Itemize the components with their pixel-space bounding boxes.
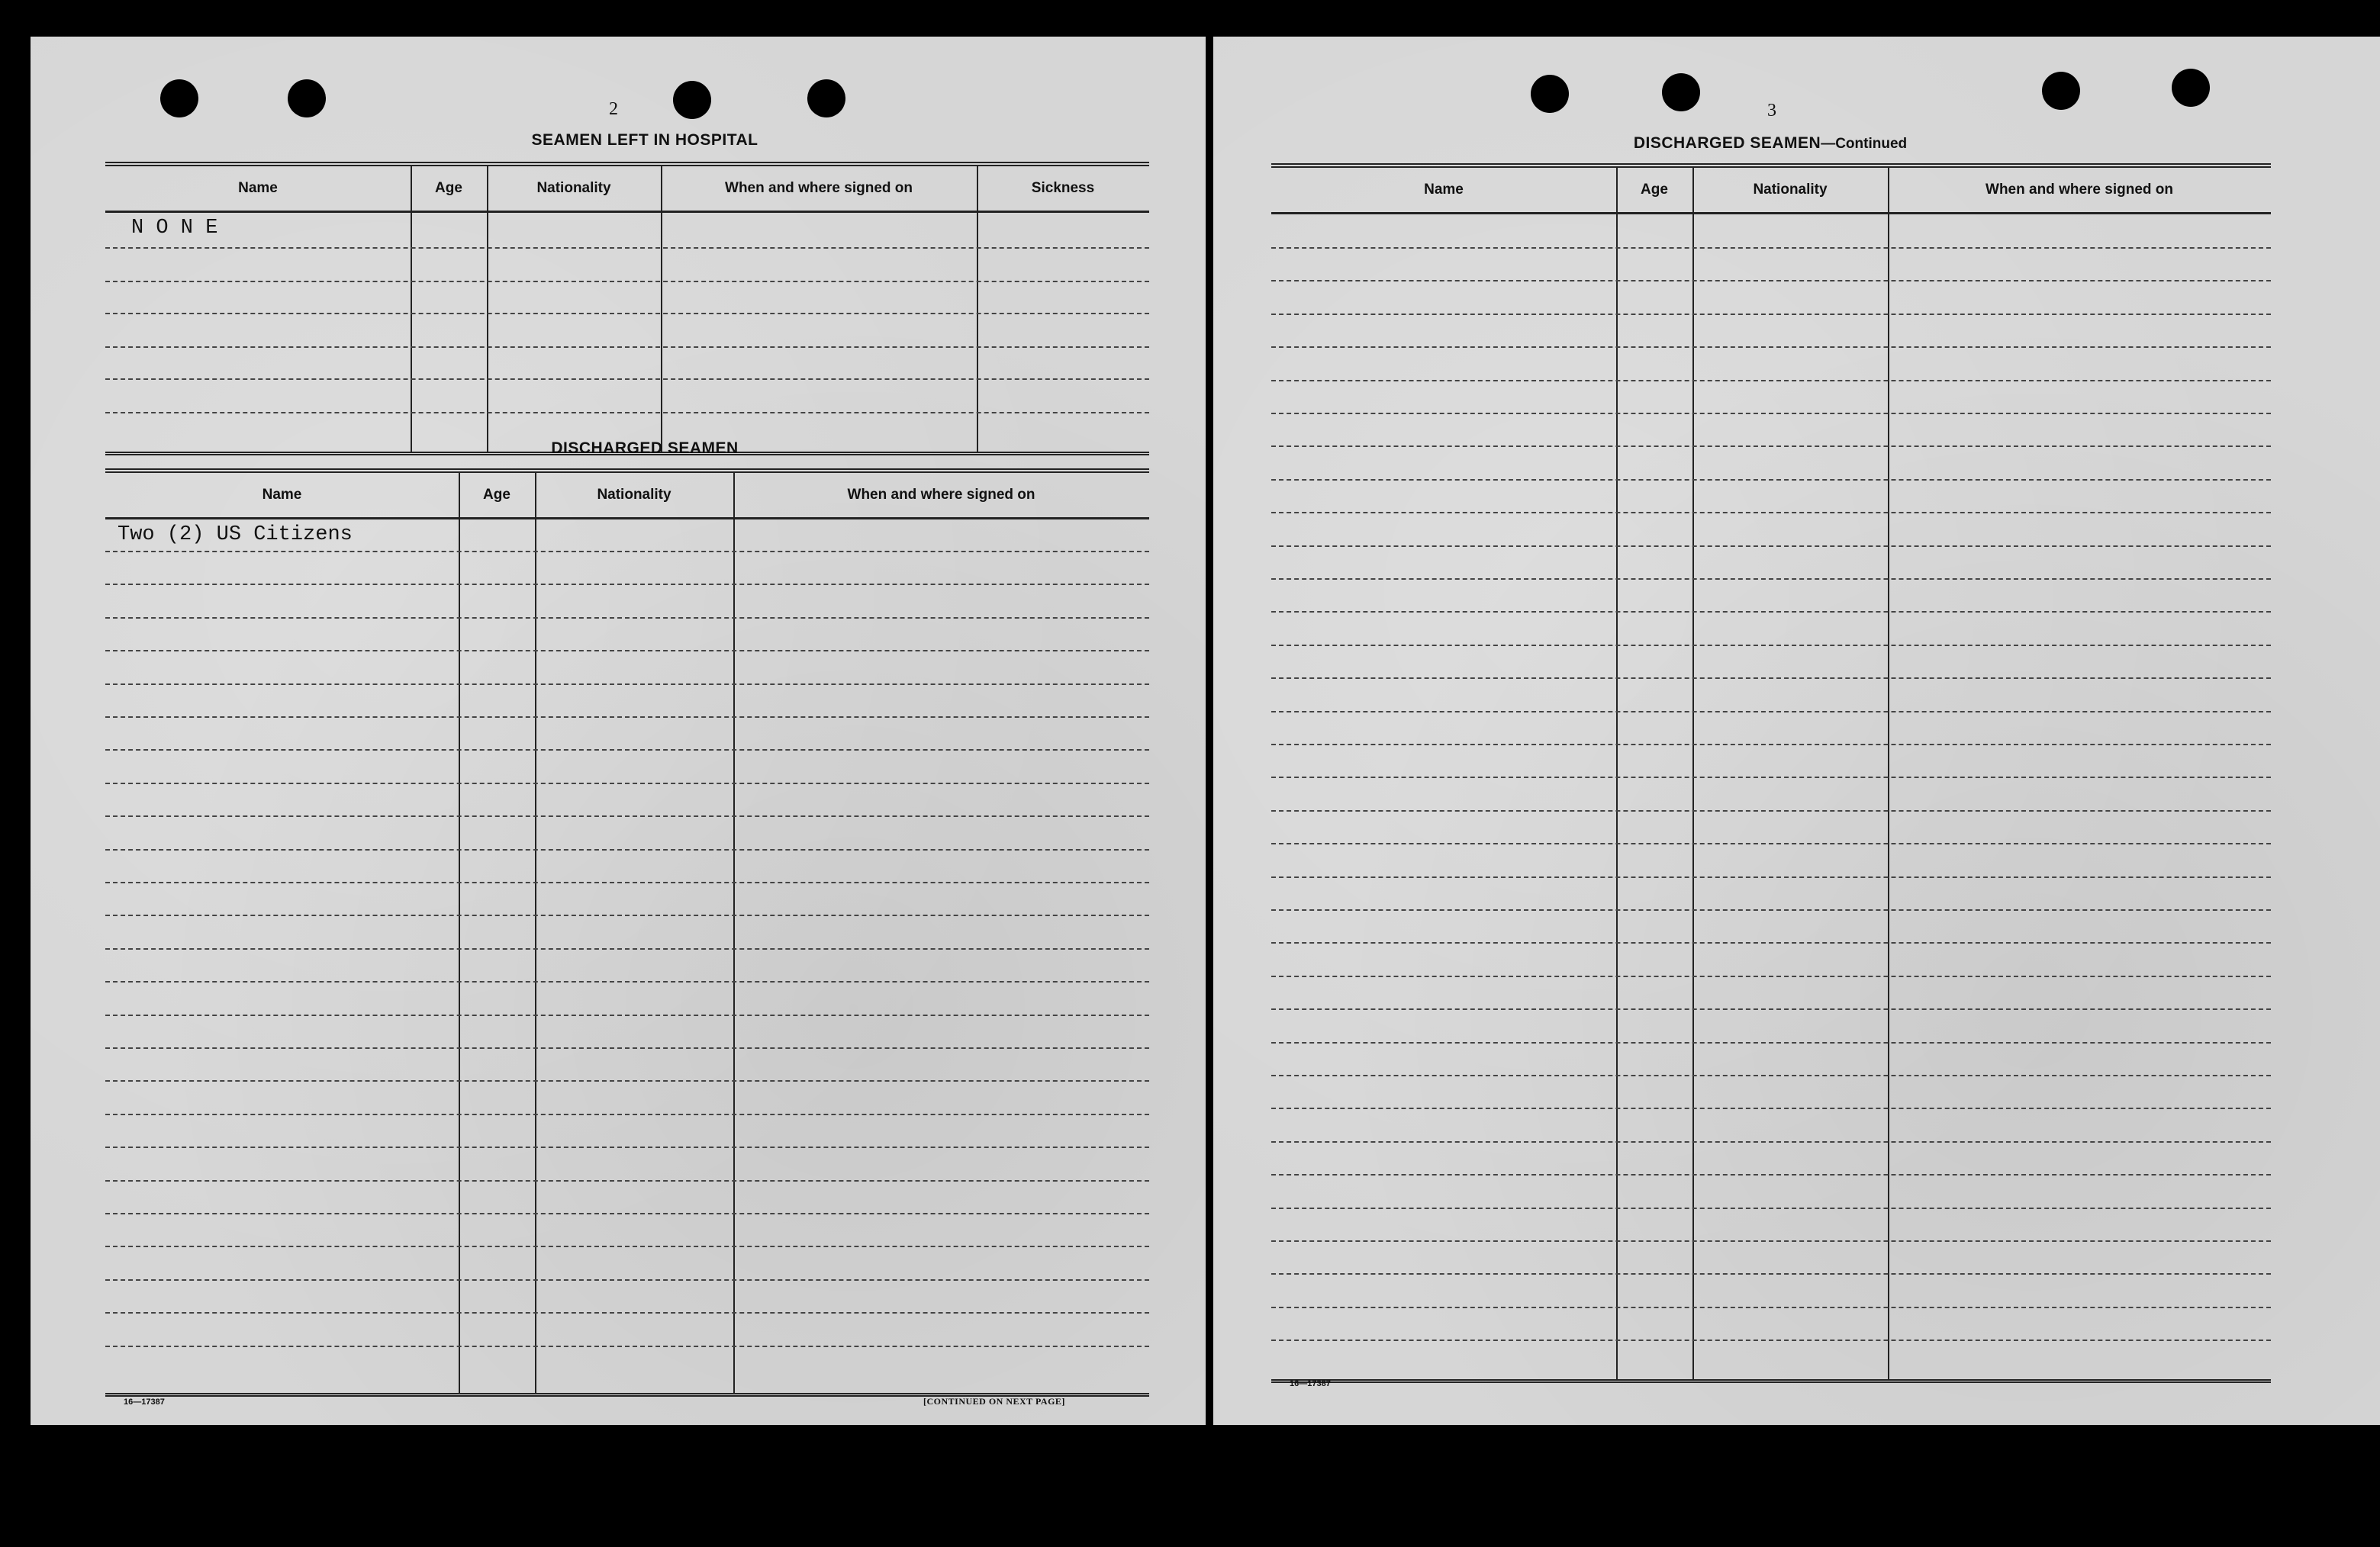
- row-rule: [1271, 280, 2271, 281]
- column-header-age: Age: [1641, 182, 1668, 198]
- punch-hole: [2172, 69, 2210, 107]
- row-rule: [1271, 1108, 2271, 1109]
- row-rule: [1271, 346, 2271, 348]
- right-page: [1213, 37, 2380, 1425]
- column-divider: [977, 166, 978, 452]
- row-rule: [105, 281, 1149, 282]
- row-rule: [1271, 1240, 2271, 1242]
- column-divider: [411, 166, 412, 452]
- row-rule: [105, 683, 1149, 685]
- row-rule: [1271, 711, 2271, 712]
- hospital-table: [105, 162, 1149, 455]
- punch-hole: [807, 79, 845, 117]
- row-rule: [1271, 909, 2271, 911]
- row-rule: [1271, 380, 2271, 381]
- column-header-sickness: Sickness: [1031, 180, 1095, 196]
- row-rule: [105, 1147, 1149, 1148]
- column-divider: [1888, 168, 1889, 1379]
- row-rule: [105, 1114, 1149, 1115]
- row-rule: [105, 584, 1149, 585]
- discharged-section-title: DISCHARGED SEAMEN: [551, 439, 739, 457]
- row-rule: [105, 1180, 1149, 1182]
- row-rule: [105, 1312, 1149, 1314]
- row-rule: [105, 749, 1149, 751]
- row-rule: [1271, 810, 2271, 812]
- row-rule: [1271, 1208, 2271, 1209]
- row-rule: [1271, 512, 2271, 513]
- table-header: [105, 166, 1149, 213]
- row-rule: [105, 882, 1149, 883]
- column-divider: [733, 473, 735, 1393]
- page-number: 2: [609, 99, 618, 119]
- row-rule: [1271, 445, 2271, 447]
- punch-hole: [1662, 73, 1700, 111]
- column-header-signed-on: When and where signed on: [1985, 182, 2173, 198]
- row-rule: [1271, 479, 2271, 481]
- row-rule: [1271, 1008, 2271, 1010]
- row-rule: [105, 650, 1149, 651]
- punch-hole: [160, 79, 198, 117]
- row-rule: [105, 412, 1149, 413]
- row-rule: [1271, 876, 2271, 878]
- row-rule: [1271, 744, 2271, 745]
- discharged-entry: Two (2) US Citizens: [118, 523, 353, 546]
- row-rule: [105, 1213, 1149, 1214]
- page-number: 3: [1767, 101, 1776, 121]
- section-title-text: DISCHARGED SEAMEN: [1633, 134, 1821, 152]
- row-rule: [105, 313, 1149, 314]
- row-rule: [105, 849, 1149, 851]
- section-title-suffix: —Continued: [1821, 136, 1908, 152]
- row-rule: [105, 1015, 1149, 1016]
- column-header-signed-on: When and where signed on: [847, 487, 1035, 503]
- column-header-signed-on: When and where signed on: [725, 180, 913, 196]
- form-number: 16—17387: [1290, 1379, 1331, 1388]
- row-rule: [105, 346, 1149, 348]
- row-rule: [105, 551, 1149, 552]
- column-divider: [1692, 168, 1694, 1379]
- row-rule: [1271, 976, 2271, 977]
- left-page: [31, 37, 1206, 1425]
- row-rule: [105, 378, 1149, 380]
- column-header-name: Name: [238, 180, 278, 196]
- hospital-entry: N O N E: [131, 217, 218, 240]
- row-rule: [105, 1279, 1149, 1281]
- continued-note: [CONTINUED ON NEXT PAGE]: [923, 1396, 1065, 1407]
- row-rule: [105, 948, 1149, 950]
- punch-hole: [673, 81, 711, 119]
- column-header-nationality: Nationality: [597, 487, 671, 503]
- row-rule: [1271, 1174, 2271, 1176]
- punch-hole: [1531, 75, 1569, 113]
- row-rule: [1271, 677, 2271, 679]
- row-rule: [1271, 942, 2271, 944]
- table-header: [105, 473, 1149, 519]
- column-header-name: Name: [1424, 182, 1464, 198]
- row-rule: [1271, 1307, 2271, 1308]
- row-rule: [1271, 1340, 2271, 1341]
- column-header-age: Age: [435, 180, 462, 196]
- column-header-age: Age: [483, 487, 510, 503]
- row-rule: [105, 247, 1149, 249]
- row-rule: [1271, 611, 2271, 613]
- discharged-table: [105, 468, 1149, 1397]
- row-rule: [1271, 545, 2271, 547]
- discharged-continued-table: [1271, 163, 2271, 1383]
- column-divider: [459, 473, 460, 1393]
- column-divider: [1616, 168, 1618, 1379]
- column-header-nationality: Nationality: [1753, 182, 1828, 198]
- row-rule: [105, 716, 1149, 718]
- row-rule: [105, 981, 1149, 983]
- row-rule: [1271, 247, 2271, 249]
- form-number: 16—17387: [124, 1397, 165, 1407]
- column-divider: [487, 166, 488, 452]
- row-rule: [105, 783, 1149, 784]
- column-divider: [535, 473, 536, 1393]
- row-rule: [1271, 645, 2271, 646]
- column-divider: [661, 166, 662, 452]
- punch-hole: [2042, 72, 2080, 110]
- row-rule: [105, 1047, 1149, 1049]
- punch-hole: [288, 79, 326, 117]
- row-rule: [1271, 578, 2271, 580]
- row-rule: [1271, 413, 2271, 414]
- table-header: [1271, 168, 2271, 214]
- row-rule: [105, 915, 1149, 916]
- row-rule: [1271, 1141, 2271, 1143]
- row-rule: [105, 815, 1149, 817]
- row-rule: [105, 617, 1149, 619]
- row-rule: [1271, 843, 2271, 844]
- row-rule: [1271, 1273, 2271, 1275]
- column-header-nationality: Nationality: [536, 180, 611, 196]
- discharged-continued-title: [1442, 134, 2098, 153]
- hospital-section-title: SEAMEN LEFT IN HOSPITAL: [531, 131, 758, 149]
- row-rule: [1271, 314, 2271, 315]
- column-header-name: Name: [262, 487, 302, 503]
- row-rule: [1271, 1042, 2271, 1044]
- row-rule: [1271, 777, 2271, 778]
- row-rule: [105, 1246, 1149, 1247]
- row-rule: [105, 1346, 1149, 1347]
- row-rule: [105, 1080, 1149, 1082]
- row-rule: [1271, 1075, 2271, 1076]
